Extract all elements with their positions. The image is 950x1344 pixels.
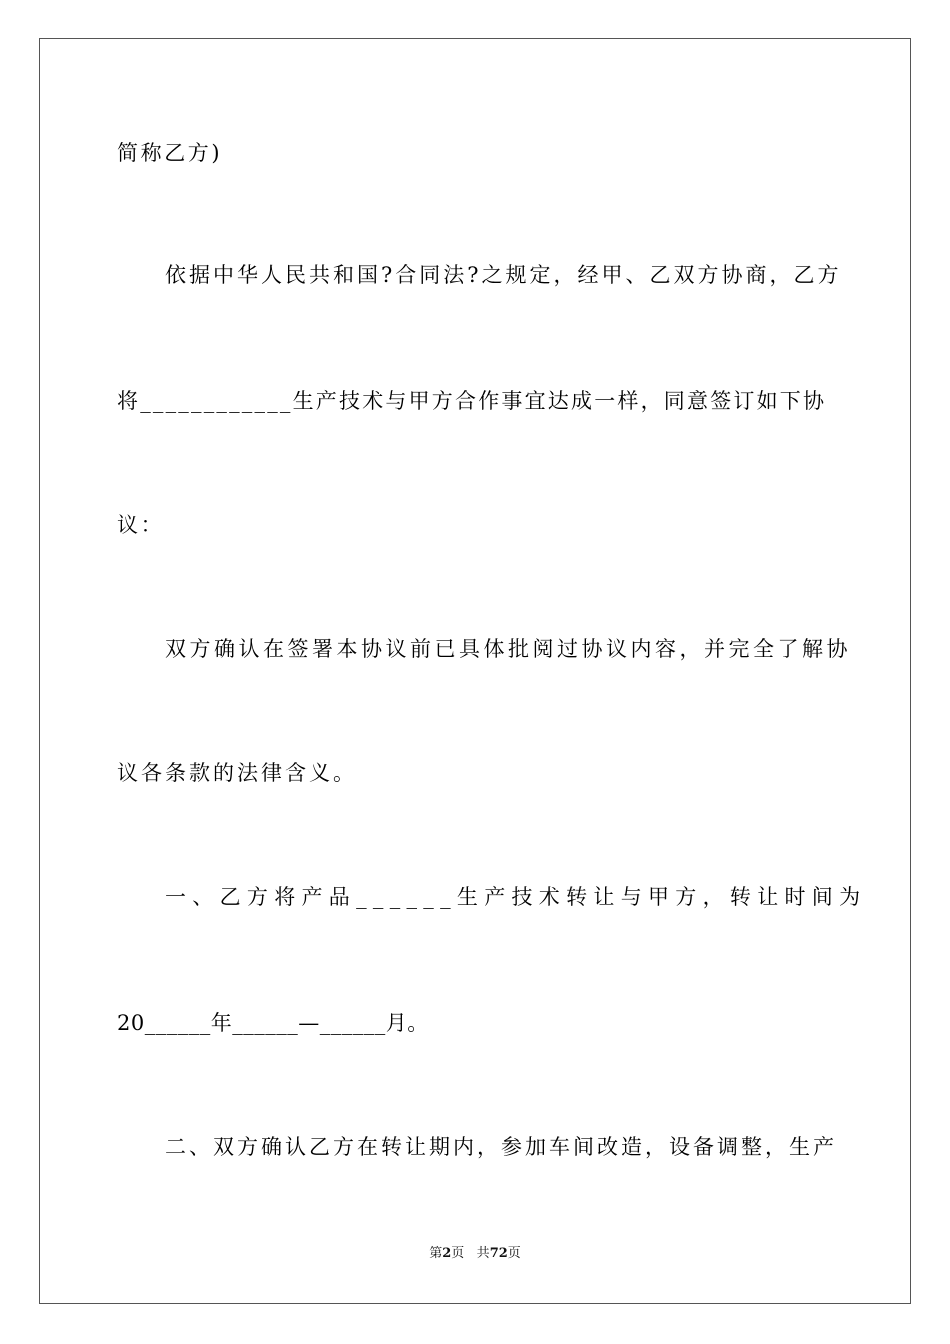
page-suffix: 页	[451, 1246, 465, 1261]
total-pages: 72	[489, 1246, 508, 1261]
text-line-8: 20______年______—______月。	[117, 1011, 429, 1035]
text-line-4: 议：	[117, 513, 165, 537]
total-suffix: 页	[507, 1246, 521, 1261]
text-line-2: 依据中华人民共和国?合同法?之规定，经甲、乙双方协商，乙方	[165, 263, 842, 287]
text-line-1: 简称乙方)	[117, 141, 223, 165]
page-number: 2	[442, 1246, 452, 1261]
page-footer	[0, 1246, 950, 1262]
page-frame	[39, 38, 911, 1304]
total-prefix: 共	[476, 1246, 490, 1261]
text-line-3: 将____________生产技术与甲方合作事宜达成一样，同意签订如下协	[117, 389, 827, 413]
page-prefix: 第	[429, 1246, 443, 1261]
text-line-6: 议各条款的法律含义。	[117, 761, 357, 785]
text-line-7: 一、乙方将产品______生产技术转让与甲方，转让时间为	[165, 885, 867, 909]
text-line-5: 双方确认在签署本协议前已具体批阅过协议内容，并完全了解协	[165, 637, 851, 661]
text-line-9: 二、双方确认乙方在转让期内，参加车间改造，设备调整，生产	[165, 1135, 837, 1159]
